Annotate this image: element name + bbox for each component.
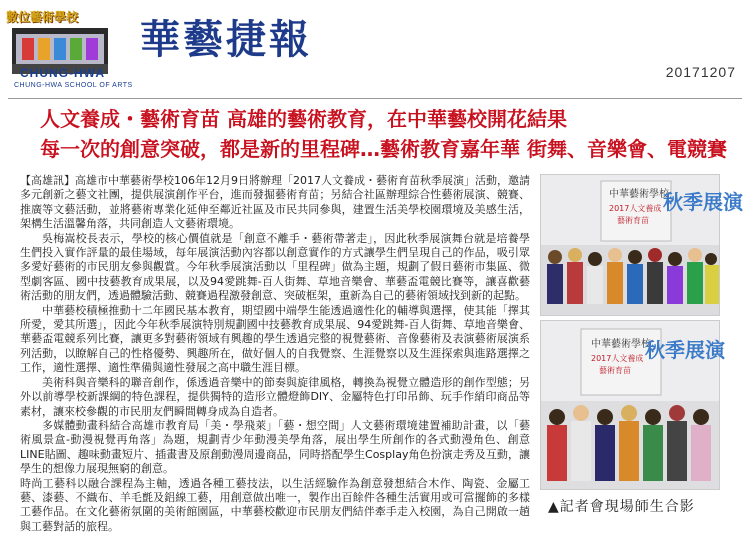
photo1-sign-line: 中華藝術學校 [609, 189, 669, 200]
logo-subtitle: CHUNG-HWA SCHOOL OF ARTS [14, 82, 133, 89]
article-paragraph: 吳梅嵩校長表示，學校的核心價值就是「創意不離手・藝術帶著走」，因此秋季展演舞台就是培養學生們投入實作評量的最佳場域，每年展演活動內容都以創意實作的方式讓學生們呈現自己的作品，吸引眾多愛好藝術的市民朋友參與觀賞。今年秋季展演活動以「里程碑」做為主題，規劃了假日藝術市集區、微型劇客區、國中技藝教育成果展，以及94愛跳舞-百人街舞、草地音樂會、華藝盃電競比賽等，讓喜歡藝術活動的朋友們，透過體驗活動、競賽過程激發創意、突破框架，重新為自己的藝術領域找到新的起點。 [20, 231, 530, 303]
photo-caption: ▲記者會現場師生合影 [548, 499, 695, 515]
headline-line-2: 每一次的創意突破，都是新的里程碑…藝術教育嘉年華 街舞、音樂會、電競賽 [40, 137, 727, 161]
school-logo [6, 8, 133, 94]
photo2-sign-line: 中華藝術學校 [591, 339, 651, 350]
headline-line-1: 人文養成・藝術育苗 高雄的藝術教育，在中華藝校開花結果 [40, 107, 567, 131]
article-paragraph: 【高雄訊】高雄市中華藝術學校106年12月9日將辦理「2017人文養成・藝術育苗秋季展演」活動，邀請多元創新之藝文社團，提供展演創作平台，進而發掘藝術育苗；另結合社區辦理綜合性藝術展演、競賽、推廣等文藝活動，並將藝術專業化延伸至鄰近社區及市民共同參與，建置生活美學校園環境及美感生活，架構生活溫馨角落，共同創造人文藝術環境。 [20, 174, 530, 231]
photo1-banner-text: 秋季展演 [663, 190, 743, 214]
group-photo-2 [540, 320, 725, 490]
group-photo-1-image [541, 175, 743, 315]
headline [40, 104, 740, 164]
photo2-sign-line: 2017人文養成 [591, 354, 644, 363]
crowd-figures [547, 248, 719, 304]
group-photo-1 [540, 174, 743, 316]
article-paragraph: 美術科與音樂科的聯音創作，係透過音樂中的節奏與旋律風格，轉換為視覺立體造形的創作型態；另外以前導學校新課綱的特色課程，提供獨特的造形立體燈飾DIY、金屬特色打印吊飾、玩手作綃印商品等素材，讓來校參觀的市民朋友們瞬間轉身成為自造者。 [20, 375, 530, 418]
article-body [20, 174, 530, 533]
article-paragraph: 中華藝校積極推動十二年國民基本教育，期望國中端學生能透過適性化的輔導與選擇，使其能「擇其所愛，愛其所選」，因此今年秋季展演特別規劃國中技藝教育成果展、94愛跳舞-百人街舞、草地音樂會、華藝盃電競系列比賽，讓更多對藝術領域有興趣的學生透過完整的視覺藝術、音像藝術及表演藝術展演系列活動，以瞭解自己的性格優勢、興趣所在，做好個人的自我覺察、生涯覺察以及生涯探索與進路選擇之工作，適性選擇、適性準備與適性發展之高中職生涯目標。 [20, 303, 530, 375]
article-paragraph: 時尚工藝科以融合課程為主軸，透過各種工藝技法，以生活經驗作為創意發想結合木作、陶瓷、金屬工藝、漆藝、不織布、羊毛氈及鋁線工藝，用創意做出唯一，製作出百餘件各種生活實用或可當擺飾的多樣工藝作品。在文化藝術氛圍的美術館園區，中華藝校歡迎市民朋友們結伴牽手走入校園，為自己開啟一趟與工藝對話的旅程。 [20, 476, 530, 533]
logo-top-text: 數位藝術學校 [6, 10, 79, 24]
header-divider [8, 98, 742, 99]
logo-name: CHUNG-HWA [20, 66, 105, 80]
group-photo-2-image [541, 321, 725, 489]
photo2-sign-line: 藝術育苗 [599, 366, 631, 375]
masthead-title: 華藝捷報 [140, 17, 312, 63]
photo1-sign-line: 2017人文養成 [609, 204, 662, 213]
article-paragraph: 多媒體動畫科結合高雄市教育局「美・學飛萊」「藝・想空間」人文藝術環境建置補助計畫，以「藝術風景盒-動漫視覺再角落」為題，規劃青少年動漫美學角落，展出學生所創作的各式動漫角色、創意LINE貼圖、趣味動畫短片、插畫書及原創動漫周邊商品，同時搭配學生Cosplay角色扮演走秀及互動，讓學生的想像力展現無窮的創意。 [20, 418, 530, 476]
photo1-sign-line: 藝術育苗 [617, 216, 649, 225]
photo2-banner-text: 秋季展演 [645, 338, 725, 362]
publish-date: 20171207 [665, 64, 736, 80]
